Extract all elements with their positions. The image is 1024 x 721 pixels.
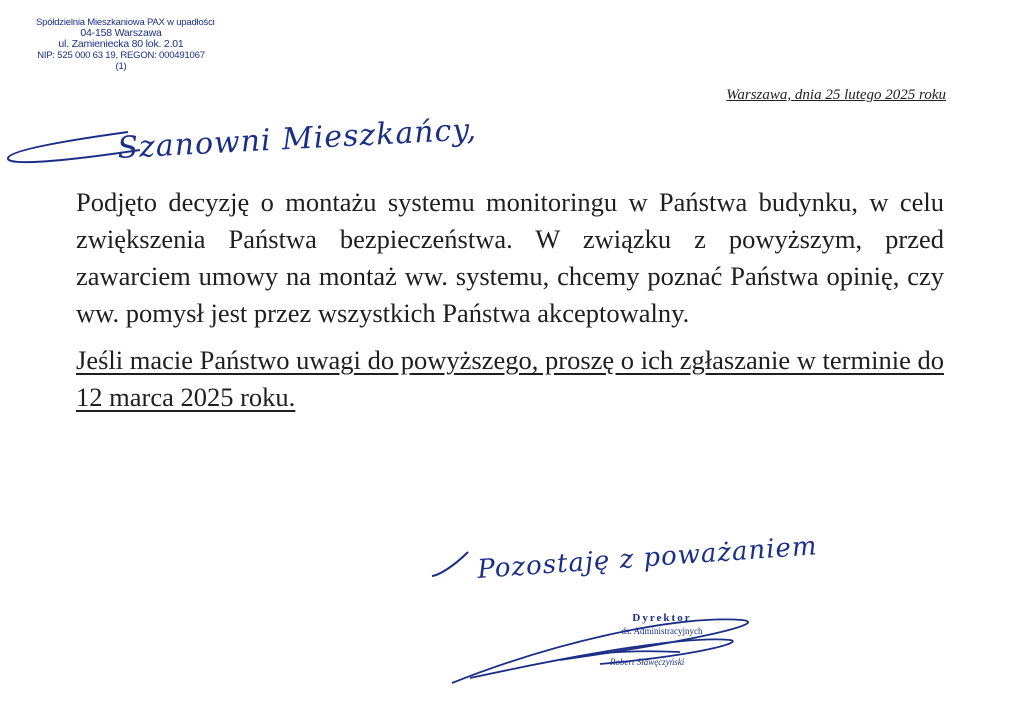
letter-date: Warszawa, dnia 25 lutego 2025 roku [726, 87, 946, 103]
signature-stamp [612, 612, 712, 636]
signature-title: Dyrektor [632, 612, 692, 624]
stamp-tax-ids: NIP: 525 000 63 19, REGON: 000491067 [37, 50, 205, 61]
closing-text: Pozostaję z poważaniem [476, 531, 819, 585]
signature-subtitle: ds. Administracyjnych [621, 626, 703, 636]
body-paragraph-2: Jeśli macie Państwo uwagi do powyższego, proszę o ich zgłaszanie w terminie do 12 marca 2025 roku. [76, 345, 944, 412]
body-paragraph-1: Podjęto decyzję o montażu systemu monitoringu w Państwa budynku, w celu zwiększenia Państwa bezpieczeństwa. W związku z powyższym, przed zawarciem umowy na montaż ww. systemu, chcemy poznać Państwa opinię, czy ww. pomysł jest przez wszystkich Państwa akceptowalny. [76, 187, 944, 328]
handwritten-salutation [8, 112, 478, 166]
salutation-text: Szanowni Mieszkańcy, [116, 112, 478, 166]
closing-flourish [432, 552, 468, 576]
stamp-number: (1) [115, 61, 127, 72]
signature-name: Robert Sławęczyński [610, 657, 685, 667]
stamp-street: ul. Zamieniecka 80 lok. 2.01 [58, 38, 184, 50]
stamp-city: 04-158 Warszawa [80, 27, 162, 39]
stamp-company-name: Spółdzielnia Mieszkaniowa PAX w upadłości [36, 17, 215, 28]
letter-body [76, 184, 944, 416]
handwritten-closing [432, 531, 818, 585]
